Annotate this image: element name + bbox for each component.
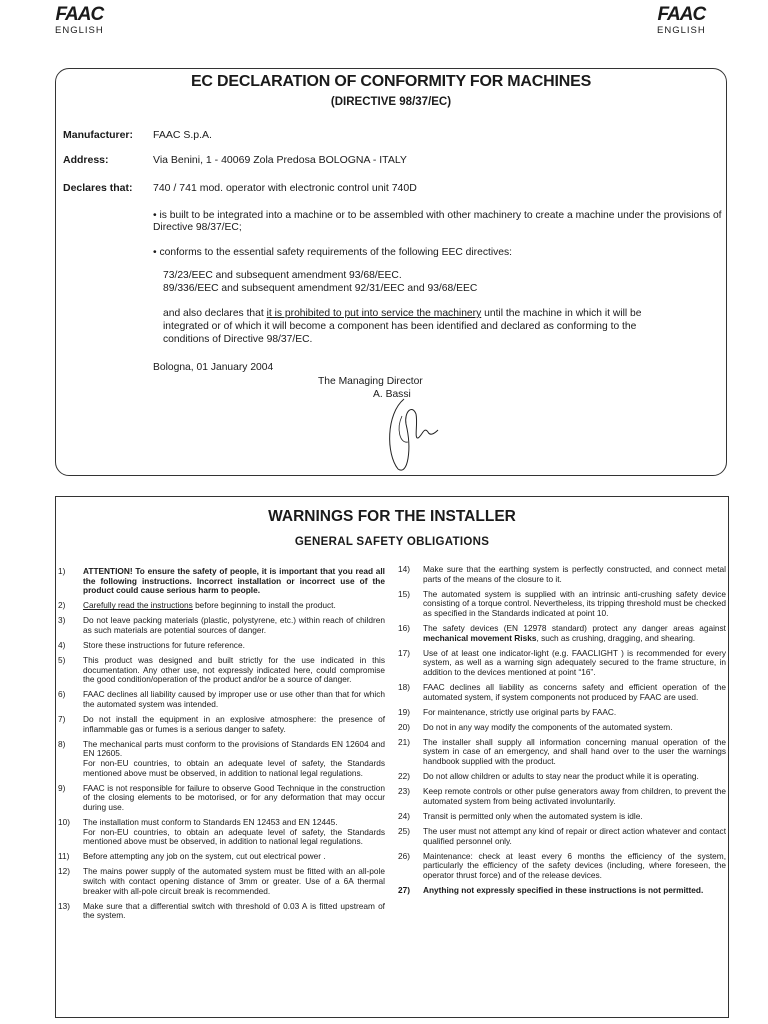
item-number: 14) xyxy=(398,564,410,574)
item-number: 18) xyxy=(398,681,410,692)
warning-item xyxy=(398,649,726,678)
item-number: 10) xyxy=(58,816,70,827)
item-text: Store these instructions for future reference. xyxy=(83,640,245,651)
item-text: The mechanical parts must conform to the provisions of Standards EN 12604 and EN 12605. For non-EU countries, to obtain an adequate level of safety, the Standards mentioned above must be observed, in addition to national legal regulations. xyxy=(83,738,385,778)
item-text: This product was designed and built strictly for the use indicated in this documentation. Any other use, not expressly indicated here, could compromise the good condition/operation of the product and/or be a source of danger. xyxy=(83,655,385,685)
address-value: Via Benini, 1 - 40069 Zola Predosa BOLOGNA - ITALY xyxy=(153,154,407,166)
warning-item xyxy=(58,740,385,778)
item-text: ATTENTION! To ensure the safety of people, it is important that you read all the following instructions. Incorrect installation or incorrect use of the product could cause serious harm to people. xyxy=(83,566,385,596)
item-number: 4) xyxy=(58,640,66,651)
item-text: Transit is permitted only when the automated system is idle. xyxy=(423,810,643,821)
item-text: The automated system is supplied with an intrinsic anti-crushing safety device consisting of a torque control. Nevertheless, its tripping threshold must be checked as specified in the Standards indicated at point 10. xyxy=(423,588,726,618)
director-name: A. Bassi xyxy=(373,389,411,400)
item-text: Do not allow children or adults to stay near the product while it is operating. xyxy=(423,771,699,782)
item-number: 23) xyxy=(398,786,410,797)
prohibition-line: conditions of Directive 98/37/EC. xyxy=(163,334,313,345)
warning-item xyxy=(58,690,385,709)
prohibition-underlined: it is prohibited to put into service the machinery xyxy=(266,308,482,319)
warning-item xyxy=(58,852,385,862)
item-text: The mains power supply of the automated system must be fitted with an all-pole switch with contact opening distance of 3mm or greater. Use of a 6A thermal breaker with all-pole circuit break is recommended. xyxy=(83,866,385,896)
item-number: 12) xyxy=(58,866,70,877)
item-number: 22) xyxy=(398,771,410,782)
item-number: 2) xyxy=(58,600,66,611)
director-title: The Managing Director xyxy=(318,376,423,387)
warning-item xyxy=(398,624,726,643)
faac-logo-right xyxy=(657,6,706,36)
item-number: 7) xyxy=(58,714,66,725)
item-text xyxy=(83,601,385,611)
item-number: 5) xyxy=(58,655,66,666)
item-number: 26) xyxy=(398,850,410,861)
item-number: 8) xyxy=(58,738,66,749)
declares-label: Declares that: xyxy=(63,182,133,194)
installer-warnings-box xyxy=(55,496,729,1018)
item-number: 17) xyxy=(398,647,410,658)
warning-item xyxy=(398,723,726,733)
warning-item xyxy=(58,601,385,611)
warning-item xyxy=(398,852,726,881)
item-text: Anything not expressly specified in these instructions is not permitted. xyxy=(423,884,704,895)
item-number: 3) xyxy=(58,615,66,626)
warning-item xyxy=(398,708,726,718)
item-text: Do not install the equipment in an explosive atmosphere: the presence of inflammable gas or fumes is a serious danger to safety. xyxy=(83,714,385,734)
item-text: FAAC declines all liability caused by improper use or use other than that for which the automated system was intended. xyxy=(83,689,385,710)
declaration-title: EC DECLARATION OF CONFORMITY FOR MACHINES xyxy=(190,73,592,90)
warning-item xyxy=(58,656,385,685)
item-number: 24) xyxy=(398,810,410,821)
warning-item xyxy=(398,590,726,619)
item-text: FAAC declines all liability as concerns safety and efficient operation of the automated system, if system components not produced by FAAC are used. xyxy=(423,681,726,702)
item-text: Make sure that the earthing system is perfectly constructed, and connect metal parts of the means of the closure to it. xyxy=(423,564,726,584)
faac-logo-mark: FAAC xyxy=(657,4,706,25)
item-number: 20) xyxy=(398,721,410,732)
language-label: ENGLISH xyxy=(657,25,706,36)
warnings-column-left xyxy=(58,567,385,926)
warning-item xyxy=(58,867,385,896)
warning-item xyxy=(58,567,385,596)
warning-item xyxy=(58,641,385,651)
language-label: ENGLISH xyxy=(55,25,104,36)
place-date: Bologna, 01 January 2004 xyxy=(153,362,274,373)
warning-item xyxy=(398,812,726,822)
directive-line: 73/23/EEC and subsequent amendment 93/68/EEC. xyxy=(163,270,402,281)
warning-item xyxy=(58,784,385,813)
item-text xyxy=(423,624,726,643)
item-text: The installation must conform to Standards EN 12453 and EN 12445. For non-EU countries, to obtain an adequate level of safety, the Standards mentioned above must be observed, in addition to national legal regulations. xyxy=(83,816,385,847)
warnings-subtitle: GENERAL SAFETY OBLIGATIONS xyxy=(294,536,490,548)
item-number: 6) xyxy=(58,689,66,700)
item-number: 13) xyxy=(58,900,70,911)
manufacturer-label: Manufacturer: xyxy=(63,129,134,141)
item-text: Use of at least one indicator-light (e.g. FAACLIGHT ) is recommended for every system, as well as a warning sign adequately secured to the frame structure, in addition to the devices mentioned at point “16”. xyxy=(423,647,726,677)
item-bold: mechanical movement Risks xyxy=(423,632,537,643)
warning-item xyxy=(58,715,385,734)
warnings-column-right xyxy=(398,565,726,901)
warning-item xyxy=(58,818,385,847)
bullet-integration: • is built to be integrated into a machine or to be assembled with other machinery to create a machine under the provisions of Directive 98/37/EC; xyxy=(153,210,722,233)
prohibition-line: integrated or of which it will become a component has been identified and declared as conforming to the xyxy=(163,321,637,332)
warning-item xyxy=(398,683,726,702)
item-text: The installer shall supply all information concerning manual operation of the system in case of an emergency, and shall hand over to the user the warnings handbook supplied with the product. xyxy=(423,736,726,766)
item-rest: before beginning to install the product. xyxy=(192,600,336,611)
item-text: Make sure that a differential switch with threshold of 0.03 A is fitted upstream of the system. xyxy=(83,900,385,921)
warning-item xyxy=(398,787,726,806)
item-text: Do not in any way modify the components of the automated system. xyxy=(423,721,673,732)
item-text: The user must not attempt any kind of repair or direct action whatever and contact qualified personnel only. xyxy=(423,825,726,846)
item-text: Maintenance: check at least every 6 months the efficiency of the system, particularly the efficiency of the safety devices (including, where foreseen, the operator thrust force) and of the release devices. xyxy=(423,850,726,880)
item-text: Before attempting any job on the system, cut out electrical power . xyxy=(83,851,326,862)
item-text: Do not leave packing materials (plastic, polystyrene, etc.) within reach of children as such materials are potential sources of danger. xyxy=(83,615,385,635)
address-label: Address: xyxy=(63,154,109,166)
item-number: 19) xyxy=(398,706,410,717)
item-number: 25) xyxy=(398,825,410,836)
item-underlined: Carefully read the instructions xyxy=(83,600,193,611)
manufacturer-value: FAAC S.p.A. xyxy=(153,129,212,141)
signature-graphic xyxy=(376,394,446,474)
prohibition-prefix: and also declares that xyxy=(163,308,267,319)
bullet-conformity: • conforms to the essential safety requirements of the following EEC directives: xyxy=(153,247,513,258)
item-number: 21) xyxy=(398,736,410,747)
item-text: For maintenance, strictly use original parts by FAAC. xyxy=(423,706,617,717)
prohibition-line xyxy=(163,308,642,320)
item-text-before: The safety devices (EN 12978 standard) protect any danger areas against xyxy=(423,622,726,633)
faac-logo-mark: FAAC xyxy=(55,4,104,25)
item-number: 11) xyxy=(58,851,70,862)
declares-value: 740 / 741 mod. operator with electronic control unit 740D xyxy=(153,182,417,194)
warning-item xyxy=(398,886,726,896)
prohibition-suffix: until the machine in which it will be xyxy=(481,308,642,319)
faac-logo-left xyxy=(55,6,104,36)
item-rest: , such as crushing, dragging, and shearing. xyxy=(536,632,696,643)
item-text: Keep remote controls or other pulse generators away from children, to prevent the automated system from being activated involuntarily. xyxy=(423,786,726,806)
item-text: FAAC is not responsible for failure to observe Good Technique in the construction of the closing elements to be motorised, or for any deformation that may occur during use. xyxy=(83,782,385,812)
warning-item xyxy=(398,827,726,846)
item-number: 16) xyxy=(398,622,410,633)
warning-item xyxy=(398,772,726,782)
warning-item xyxy=(398,565,726,584)
directive-line: 89/336/EEC and subsequent amendment 92/31/EEC and 93/68/EEC xyxy=(163,283,478,294)
warning-item xyxy=(58,902,385,921)
warning-item xyxy=(398,738,726,767)
item-number: 27) xyxy=(398,884,410,895)
item-number: 9) xyxy=(58,782,66,793)
declaration-subtitle: (DIRECTIVE 98/37/EC) xyxy=(330,96,452,108)
warnings-title: WARNINGS FOR THE INSTALLER xyxy=(268,508,516,525)
item-number: 1) xyxy=(58,566,66,576)
ec-declaration-box xyxy=(55,68,727,476)
item-number: 15) xyxy=(398,588,410,599)
warning-item xyxy=(58,616,385,635)
